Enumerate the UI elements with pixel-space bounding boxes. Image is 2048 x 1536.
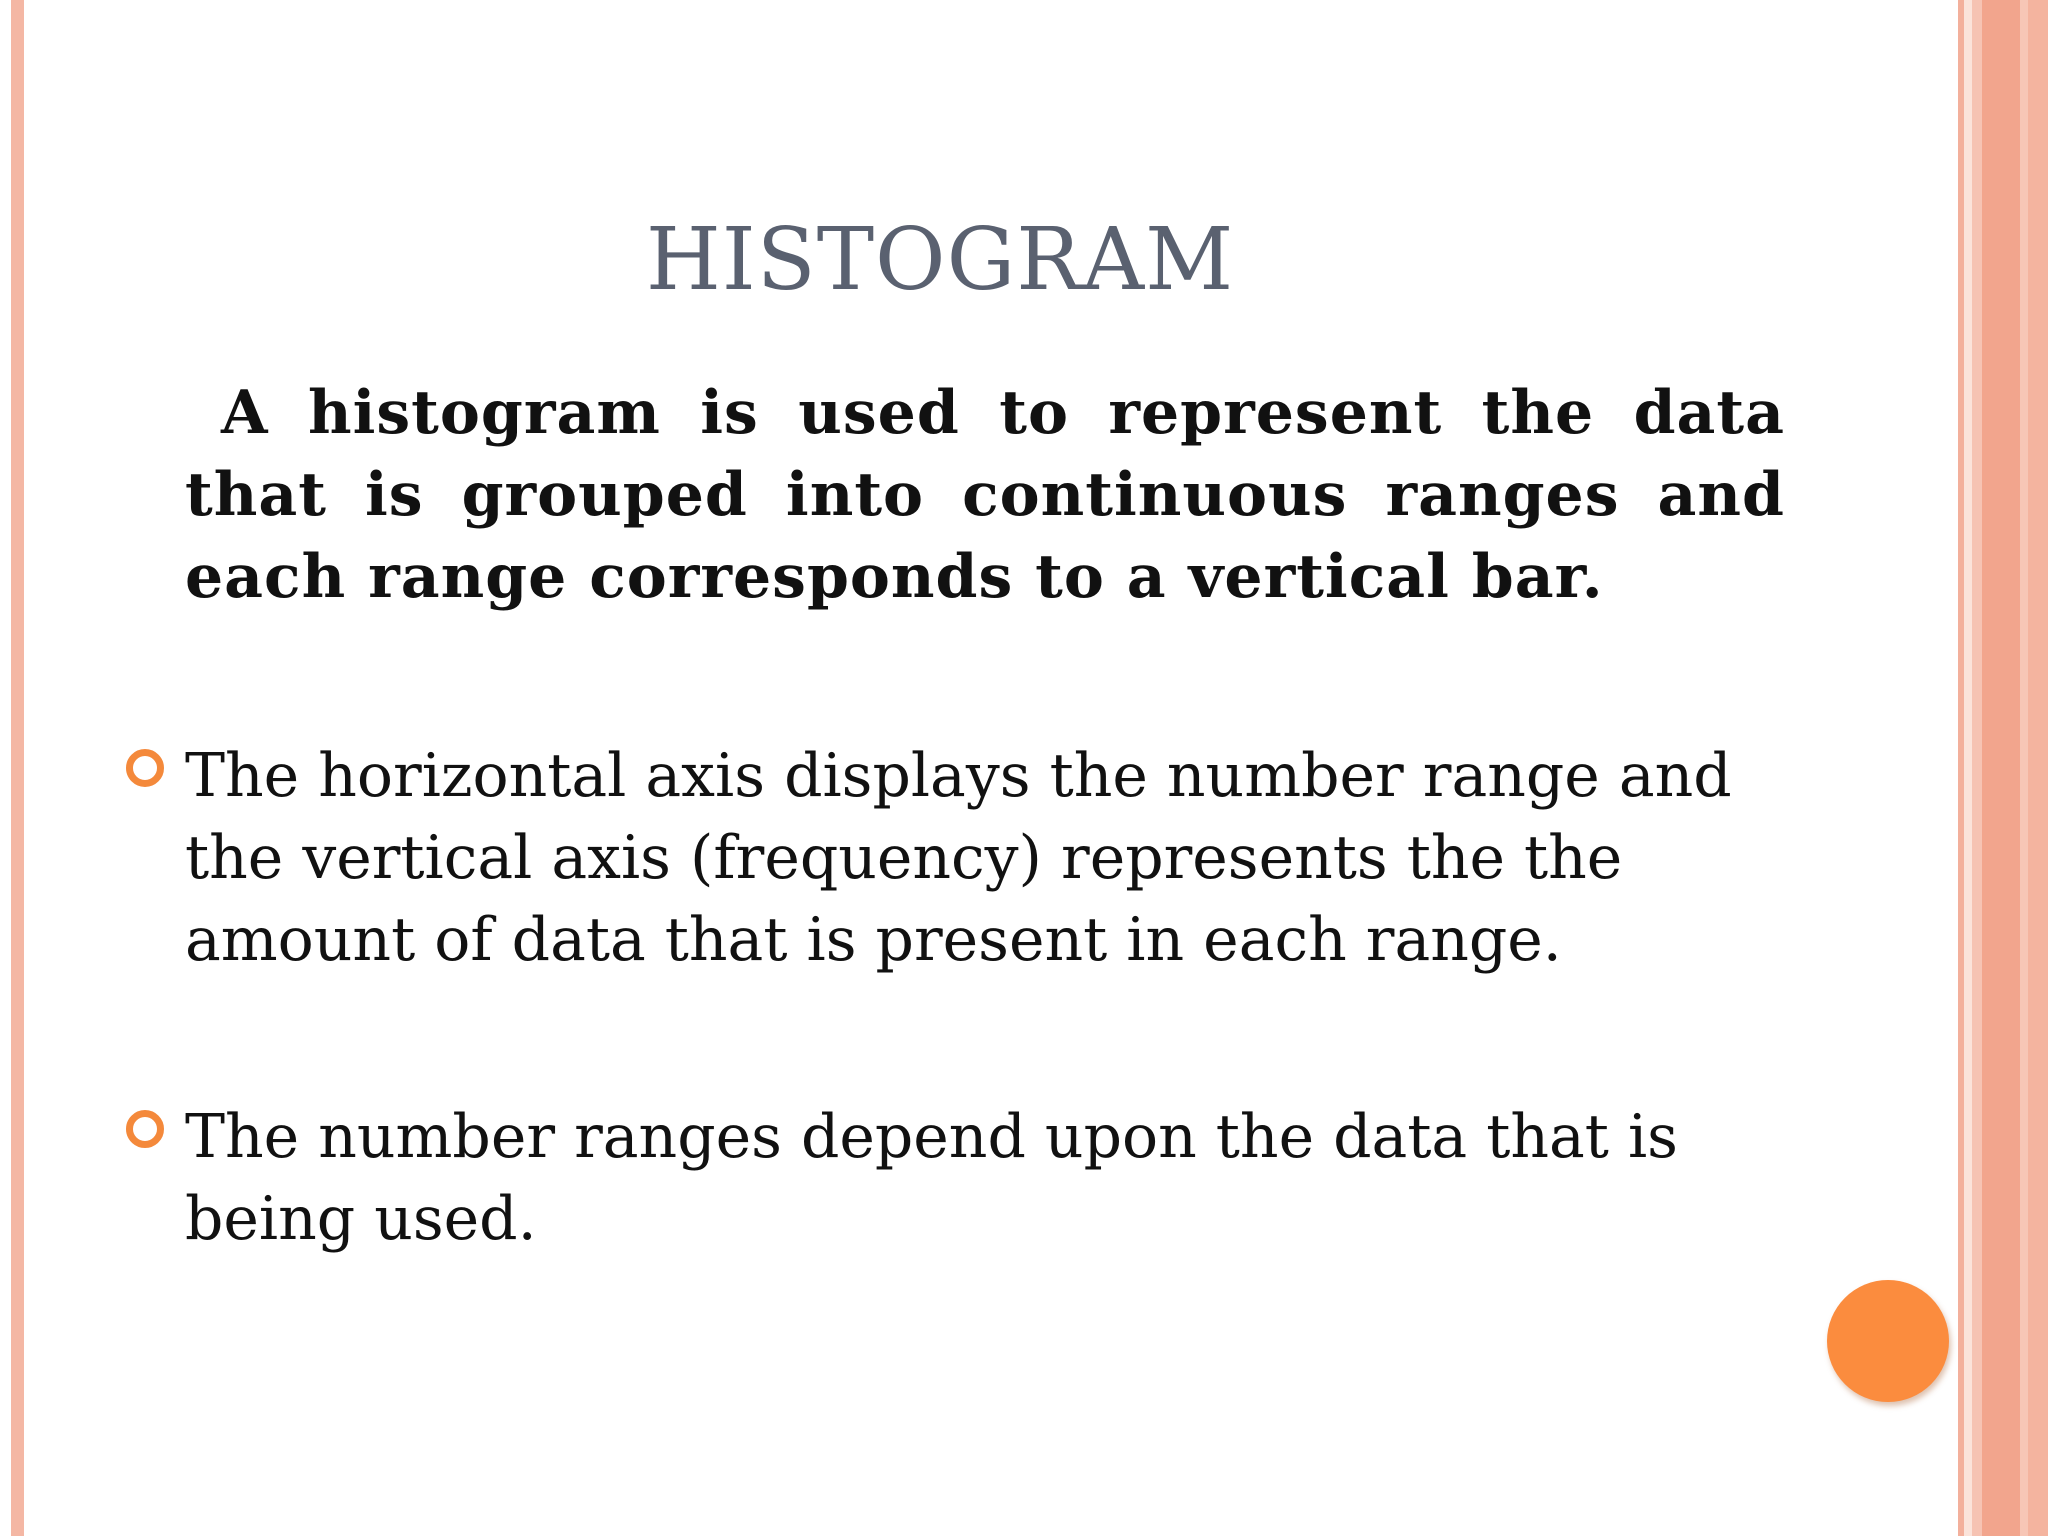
slide-title: HISTOGRAM xyxy=(645,210,1235,310)
intro-paragraph: A histogram is used to represent the data that is grouped into continuous ranges and each range corresponds to a vertical bar. xyxy=(185,378,1785,612)
orange-circle-icon xyxy=(1827,1280,1949,1402)
bullet-item: The number ranges depend upon the data that is being used. xyxy=(185,1102,1678,1254)
circle-outline-icon xyxy=(126,1110,164,1148)
circle-outline-icon xyxy=(126,749,164,787)
bullet-item: The horizontal axis displays the number range and the vertical axis (frequency) represents the the amount of data that is present in each range. xyxy=(185,741,1732,975)
